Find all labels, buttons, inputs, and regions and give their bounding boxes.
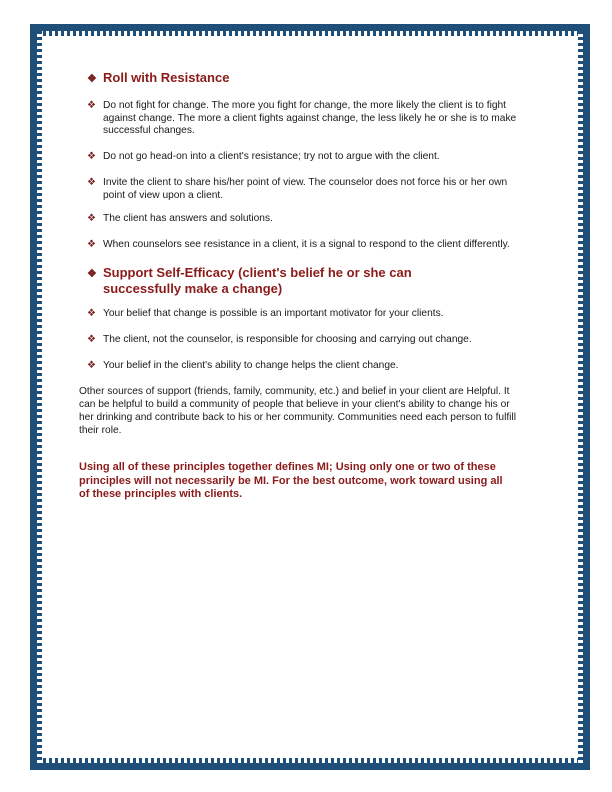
diamond-bullet-icon: ❖ bbox=[87, 177, 96, 188]
section-heading-roll-with-resistance: ❖ Roll with Resistance bbox=[87, 70, 230, 85]
support-paragraph: Other sources of support (friends, family, community, etc.) and belief in your client are Helpful. It can be helpful to build a community of people that believe in your client's ability to change his or her drinking and contribute back to his or her community. Communities need each person to fulfill their role. bbox=[79, 386, 516, 436]
diamond-bullet-icon: ❖ bbox=[87, 151, 96, 162]
diamond-bullet-icon: ❖ bbox=[87, 334, 96, 345]
list-item: ❖ Do not fight for change. The more you fight for change, the more likely the client is to fight against change. The more a client fights against change, the less likely he or she is to make successful changes. bbox=[87, 100, 517, 137]
diamond-bullet-icon: ❖ bbox=[87, 100, 96, 111]
border-pattern-right bbox=[578, 31, 583, 763]
border-pattern-left bbox=[37, 31, 42, 763]
diamond-bullet-icon: ❖ bbox=[87, 268, 97, 280]
closing-statement: Using all of these principles together defines MI; Using only one or two of these principles will not necessarily be MI. For the best outcome, work toward using all of these principles with clients. bbox=[79, 461, 503, 501]
border-pattern-bottom bbox=[37, 758, 583, 763]
list-item: ❖ Invite the client to share his/her point of view. The counselor does not force his or her own point of view upon a client. bbox=[87, 177, 508, 201]
section-heading-support-self-efficacy: ❖ Support Self-Efficacy (client's belief he or she can successfully make a change) bbox=[87, 265, 412, 296]
diamond-bullet-icon: ❖ bbox=[87, 239, 96, 250]
border-pattern-top bbox=[37, 31, 583, 36]
list-item: ❖ The client has answers and solutions. bbox=[87, 213, 273, 224]
diamond-bullet-icon: ❖ bbox=[87, 213, 96, 224]
diamond-bullet-icon: ❖ bbox=[87, 308, 96, 319]
list-item: ❖ The client, not the counselor, is responsible for choosing and carrying out change. bbox=[87, 334, 472, 345]
list-item: ❖ Your belief that change is possible is an important motivator for your clients. bbox=[87, 308, 444, 319]
diamond-bullet-icon: ❖ bbox=[87, 73, 97, 85]
list-item: ❖ Do not go head-on into a client's resistance; try not to argue with the client. bbox=[87, 151, 440, 162]
diamond-bullet-icon: ❖ bbox=[87, 360, 96, 371]
list-item: ❖ Your belief in the client's ability to change helps the client change. bbox=[87, 360, 399, 371]
list-item: ❖ When counselors see resistance in a client, it is a signal to respond to the client differently. bbox=[87, 239, 510, 250]
